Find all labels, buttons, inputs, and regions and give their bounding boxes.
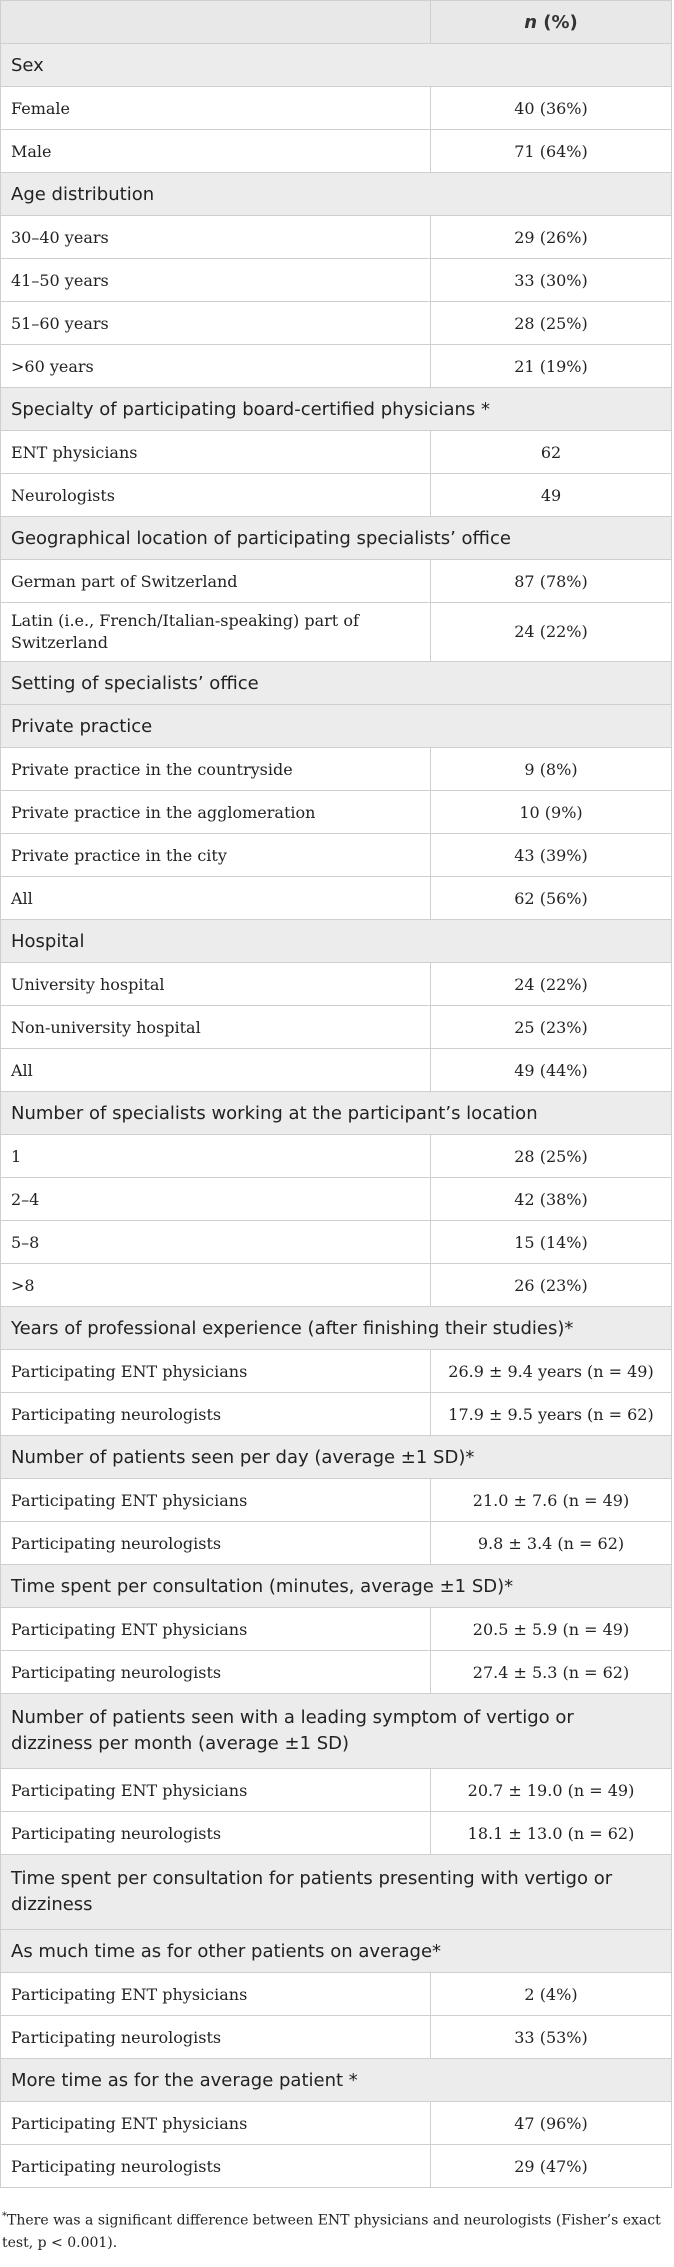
row-value: 26.9 ± 9.4 years (n = 49) [431, 1350, 672, 1393]
row-label: All [1, 1049, 431, 1092]
section-header-row [1, 1436, 672, 1479]
header-n: n [524, 11, 538, 33]
section-header-row [1, 662, 672, 705]
table-row [1, 130, 672, 173]
table-row [1, 1006, 672, 1049]
row-label: Participating ENT physicians [1, 1769, 431, 1812]
section-header-row [1, 1930, 672, 1973]
section-header-row [1, 44, 672, 87]
row-label: Participating neurologists [1, 1522, 431, 1565]
row-label: Male [1, 130, 431, 173]
row-value: 42 (38%) [431, 1178, 672, 1221]
row-label: Participating neurologists [1, 1393, 431, 1436]
section-title: More time as for the average patient * [1, 2059, 672, 2102]
row-label: 30–40 years [1, 216, 431, 259]
row-label: Participating neurologists [1, 1812, 431, 1855]
row-label: All [1, 877, 431, 920]
table-row [1, 1522, 672, 1565]
section-title: Hospital [1, 920, 672, 963]
row-label: >8 [1, 1264, 431, 1307]
table-row [1, 1812, 672, 1855]
table-row [1, 87, 672, 130]
table-row [1, 1135, 672, 1178]
footnote-text: There was a significant difference between ENT physicians and neurologists (Fisher’s exact test, p < 0.001). [2, 2212, 661, 2251]
section-title: Time spent per consultation (minutes, average ±1 SD)* [1, 1565, 672, 1608]
row-label: Latin (i.e., French/Italian-speaking) part of Switzerland [1, 603, 431, 662]
row-value: 24 (22%) [431, 963, 672, 1006]
section-title: Time spent per consultation for patients presenting with vertigo or dizziness [1, 1855, 672, 1930]
table-row [1, 2102, 672, 2145]
row-value: 24 (22%) [431, 603, 672, 662]
table-row [1, 791, 672, 834]
row-label: Participating ENT physicians [1, 1608, 431, 1651]
table-row [1, 1350, 672, 1393]
row-label: Participating ENT physicians [1, 1350, 431, 1393]
row-value: 25 (23%) [431, 1006, 672, 1049]
section-header-row [1, 517, 672, 560]
row-label: 1 [1, 1135, 431, 1178]
row-label: 51–60 years [1, 302, 431, 345]
row-value: 2 (4%) [431, 1973, 672, 2016]
section-header-row [1, 2059, 672, 2102]
row-label: ENT physicians [1, 431, 431, 474]
row-label: Neurologists [1, 474, 431, 517]
table-row [1, 2016, 672, 2059]
section-header-row [1, 1855, 672, 1930]
table-row [1, 474, 672, 517]
row-label: Participating neurologists [1, 1651, 431, 1694]
row-value: 33 (53%) [431, 2016, 672, 2059]
row-label: Participating ENT physicians [1, 1479, 431, 1522]
row-value: 28 (25%) [431, 1135, 672, 1178]
section-header-row [1, 388, 672, 431]
table-body [1, 44, 672, 2188]
row-label: 5–8 [1, 1221, 431, 1264]
section-title: Sex [1, 44, 672, 87]
section-title: Geographical location of participating specialists’ office [1, 517, 672, 560]
row-value: 26 (23%) [431, 1264, 672, 1307]
row-value: 9 (8%) [431, 748, 672, 791]
header-percent: (%) [537, 11, 578, 33]
table-row [1, 1769, 672, 1812]
row-value: 40 (36%) [431, 87, 672, 130]
row-label: Participating ENT physicians [1, 1973, 431, 2016]
table-row [1, 877, 672, 920]
table-row [1, 345, 672, 388]
table-row [1, 2145, 672, 2188]
table-row [1, 603, 672, 662]
row-value: 9.8 ± 3.4 (n = 62) [431, 1522, 672, 1565]
row-value: 49 (44%) [431, 1049, 672, 1092]
row-label: >60 years [1, 345, 431, 388]
footnote [2, 2206, 670, 2254]
row-label: Participating neurologists [1, 2145, 431, 2188]
section-header-row [1, 1092, 672, 1135]
section-title: Age distribution [1, 173, 672, 216]
row-value: 20.7 ± 19.0 (n = 49) [431, 1769, 672, 1812]
table-row [1, 963, 672, 1006]
section-title: Number of patients seen with a leading symptom of vertigo or dizziness per month (average ±1 SD) [1, 1694, 672, 1769]
table-row [1, 1049, 672, 1092]
header-n-percent [431, 1, 672, 44]
section-header-row [1, 705, 672, 748]
row-value: 21 (19%) [431, 345, 672, 388]
section-header-row [1, 173, 672, 216]
row-value: 15 (14%) [431, 1221, 672, 1264]
row-value: 17.9 ± 9.5 years (n = 62) [431, 1393, 672, 1436]
row-value: 29 (47%) [431, 2145, 672, 2188]
table-row [1, 1479, 672, 1522]
table-row [1, 302, 672, 345]
section-title: Setting of specialists’ office [1, 662, 672, 705]
table-row [1, 1221, 672, 1264]
table-row [1, 1651, 672, 1694]
row-label: 41–50 years [1, 259, 431, 302]
row-value: 62 [431, 431, 672, 474]
section-title: Number of specialists working at the participant’s location [1, 1092, 672, 1135]
footnote-marker: * [2, 2211, 7, 2222]
table-row [1, 1178, 672, 1221]
row-value: 43 (39%) [431, 834, 672, 877]
row-value: 87 (78%) [431, 560, 672, 603]
section-header-row [1, 1307, 672, 1350]
table-row [1, 834, 672, 877]
table-row [1, 1608, 672, 1651]
table-row [1, 1973, 672, 2016]
table-row [1, 216, 672, 259]
row-value: 47 (96%) [431, 2102, 672, 2145]
row-value: 33 (30%) [431, 259, 672, 302]
row-label: Private practice in the countryside [1, 748, 431, 791]
row-label: German part of Switzerland [1, 560, 431, 603]
row-label: 2–4 [1, 1178, 431, 1221]
table-row [1, 259, 672, 302]
section-title: Years of professional experience (after finishing their studies)* [1, 1307, 672, 1350]
row-value: 49 [431, 474, 672, 517]
section-header-row [1, 920, 672, 963]
row-label: Non-university hospital [1, 1006, 431, 1049]
row-label: University hospital [1, 963, 431, 1006]
row-value: 18.1 ± 13.0 (n = 62) [431, 1812, 672, 1855]
row-value: 28 (25%) [431, 302, 672, 345]
table-row [1, 431, 672, 474]
row-value: 20.5 ± 5.9 (n = 49) [431, 1608, 672, 1651]
row-label: Private practice in the agglomeration [1, 791, 431, 834]
section-header-row [1, 1694, 672, 1769]
row-value: 29 (26%) [431, 216, 672, 259]
section-title: As much time as for other patients on average* [1, 1930, 672, 1973]
section-header-row [1, 1565, 672, 1608]
row-value: 10 (9%) [431, 791, 672, 834]
header-blank-cell [1, 1, 431, 44]
row-label: Private practice in the city [1, 834, 431, 877]
row-value: 71 (64%) [431, 130, 672, 173]
row-value: 27.4 ± 5.3 (n = 62) [431, 1651, 672, 1694]
row-label: Participating ENT physicians [1, 2102, 431, 2145]
row-value: 21.0 ± 7.6 (n = 49) [431, 1479, 672, 1522]
row-label: Participating neurologists [1, 2016, 431, 2059]
table-row [1, 1393, 672, 1436]
table-row [1, 1264, 672, 1307]
section-title: Private practice [1, 705, 672, 748]
table-row [1, 748, 672, 791]
table-header-row [1, 1, 672, 44]
section-title: Number of patients seen per day (average ±1 SD)* [1, 1436, 672, 1479]
row-label: Female [1, 87, 431, 130]
row-value: 62 (56%) [431, 877, 672, 920]
section-title: Specialty of participating board-certified physicians * [1, 388, 672, 431]
table-row [1, 560, 672, 603]
